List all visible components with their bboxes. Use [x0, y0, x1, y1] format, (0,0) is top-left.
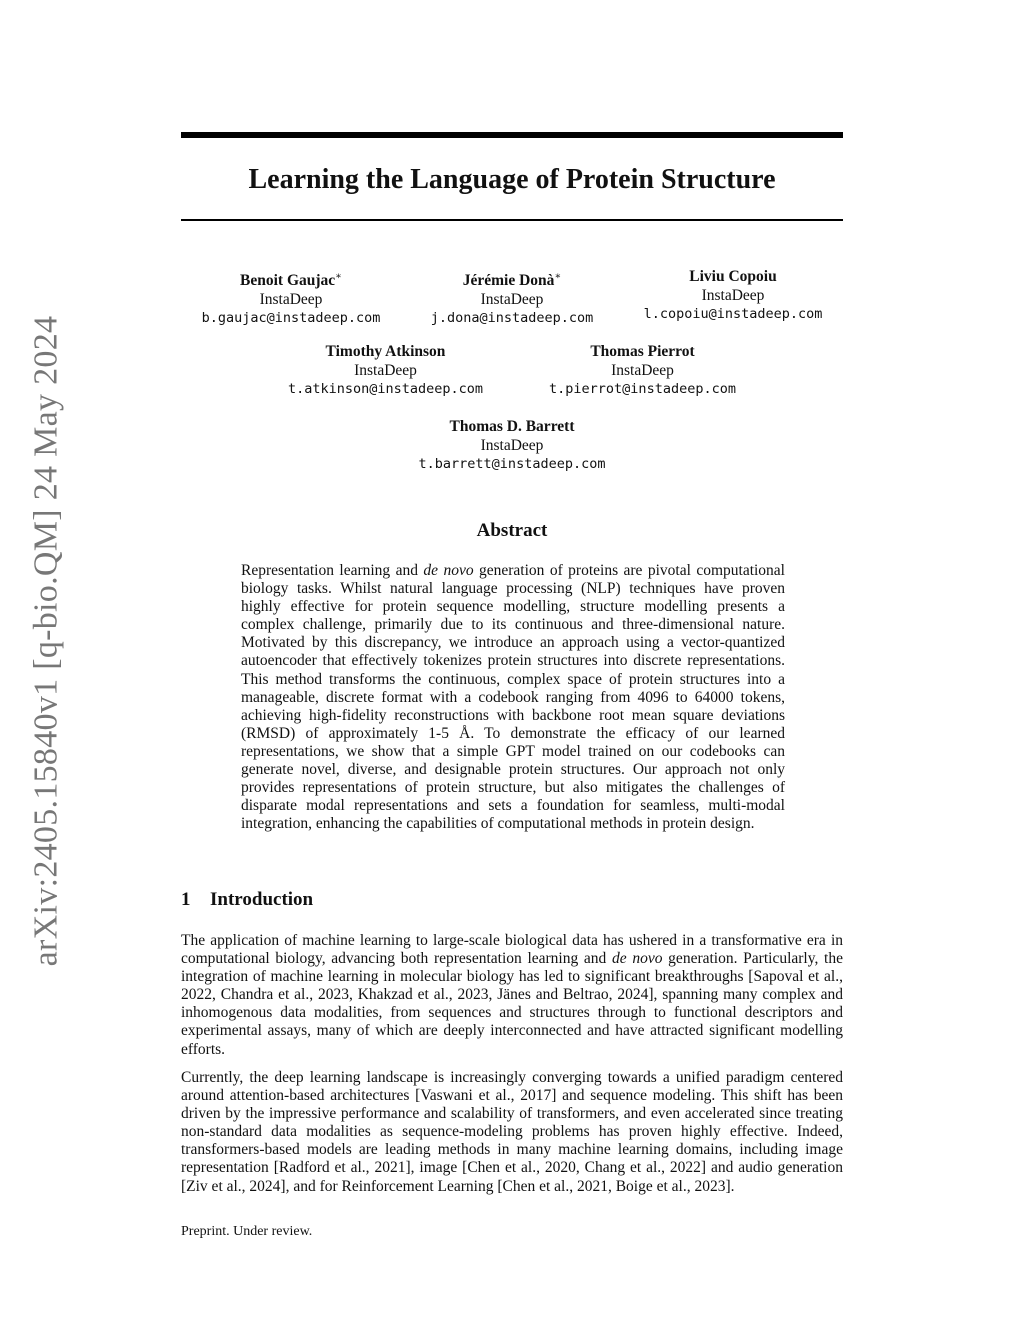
section-heading — [181, 887, 313, 913]
author-email: l.copoiu@instadeep.com — [643, 306, 823, 322]
equal-contribution-mark: ∗ — [554, 271, 562, 282]
title-top-rule — [181, 132, 843, 138]
author-name: Timothy Atkinson — [325, 343, 446, 360]
abstract-italic-term: de novo — [423, 562, 474, 579]
arxiv-identifier-stamp — [26, 315, 66, 966]
arxiv-stamp-text: arXiv:2405.15840v1 [q-bio.QM] 24 May 2024 — [27, 315, 64, 966]
author-block — [392, 417, 632, 474]
paragraph-text-part: generation. Particularly, the integration of machine learning in molecular biology has led to significant breakthroughs [Sapoval et al., 2022, Chandra et al., 2023, Khakzad et al., 2023, Jänes and Beltrao, 2024], spanning many complex and inhomogenous data modalities, from sequences and structures through to functional descriptors and experimental assays, many of which are deeply interconnected and have attracted significant modelling efforts. — [181, 950, 843, 1058]
body-paragraph: Currently, the deep learning landscape is increasingly converging towards a unified paradigm centered around attention-based architectures [Vaswani et al., 2017] and sequence modeling. This shift has been driven by the impressive performance and scalability of transformers, and even accelerated since treating non-standard data modalities as sequence-modeling problems has proven highly effective. Indeed, transformers-based models are leading methods in many machine learning domains, including image representation [Radford et al., 2021], image [Chen et al., 2020, Chang et al., 2022] and audio generation [Ziv et al., 2024], and for Reinforcement Learning [Chen et al., 2021, Boige et al., 2023]. — [181, 1069, 843, 1195]
paper-title: Learning the Language of Protein Structure — [248, 164, 776, 195]
author-affiliation: InstaDeep — [701, 287, 765, 304]
abstract-text-part: generation of proteins are pivotal computational biology tasks. Whilst natural language processing (NLP) techniques have proven highly effective for protein sequence modelling, structure modelling presents a complex challenge, primarily due to its continuous and three-dimensional nature. Motivated by this discrepancy, we introduce an approach using a vector-quantized autoencoder that effectively tokenizes protein structures into discrete representations. This method transforms the continuous, complex space of protein structures into a manageable, discrete format with a codebook ranging from 4096 to 64000 tokens, achieving high-fidelity reconstructions with backbone root mean square deviations (RMSD) of approximately 1-5 Å. To demonstrate the efficacy of our learned representations, we show that a simple GPT model trained on our codebooks can generate novel, diverse, and designable protein structures. Our approach not only provides representations of protein structure, but also mitigates the challenges of disparate modal representations and sets a foundation for seamless, multi-modal integration, enhancing the capabilities of computational methods in protein design. — [241, 562, 785, 833]
author-block — [525, 342, 760, 399]
title-bottom-rule — [181, 219, 843, 221]
author-block — [623, 267, 843, 324]
author-block — [181, 267, 401, 328]
author-email: t.pierrot@instadeep.com — [549, 381, 736, 397]
author-affiliation: InstaDeep — [354, 362, 417, 379]
body-paragraph — [181, 932, 843, 1059]
paragraph-text-part: The application of machine learning to large-scale biological data has ushered in a transformative era in computational biology, advancing both representation learning and — [181, 932, 843, 968]
author-block — [402, 267, 622, 328]
section-title: Introduction — [210, 889, 314, 910]
author-name: Liviu Copoiu — [689, 268, 777, 285]
abstract-text-part: Representation learning and — [241, 562, 424, 579]
equal-contribution-mark: ∗ — [335, 271, 342, 282]
author-affiliation: InstaDeep — [480, 291, 544, 309]
author-email: t.barrett@instadeep.com — [418, 456, 606, 472]
author-name: Thomas D. Barrett — [449, 418, 575, 435]
author-block — [268, 342, 503, 399]
author-email: b.gaujac@instadeep.com — [201, 310, 381, 327]
author-affiliation: InstaDeep — [611, 362, 674, 379]
abstract-heading: Abstract — [476, 520, 548, 541]
preprint-footer: Preprint. Under review. — [181, 1224, 313, 1239]
abstract-text — [241, 562, 785, 833]
author-affiliation: InstaDeep — [259, 291, 323, 309]
author-email: t.atkinson@instadeep.com — [287, 381, 484, 397]
author-affiliation: InstaDeep — [480, 437, 544, 454]
section-number: 1 — [181, 889, 191, 910]
author-name: Thomas Pierrot — [590, 343, 695, 360]
author-name: Benoit Gaujac — [240, 272, 336, 290]
paragraph-italic-term: de novo — [612, 950, 663, 968]
author-email: j.dona@instadeep.com — [430, 310, 594, 327]
author-name: Jérémie Donà — [462, 272, 555, 290]
